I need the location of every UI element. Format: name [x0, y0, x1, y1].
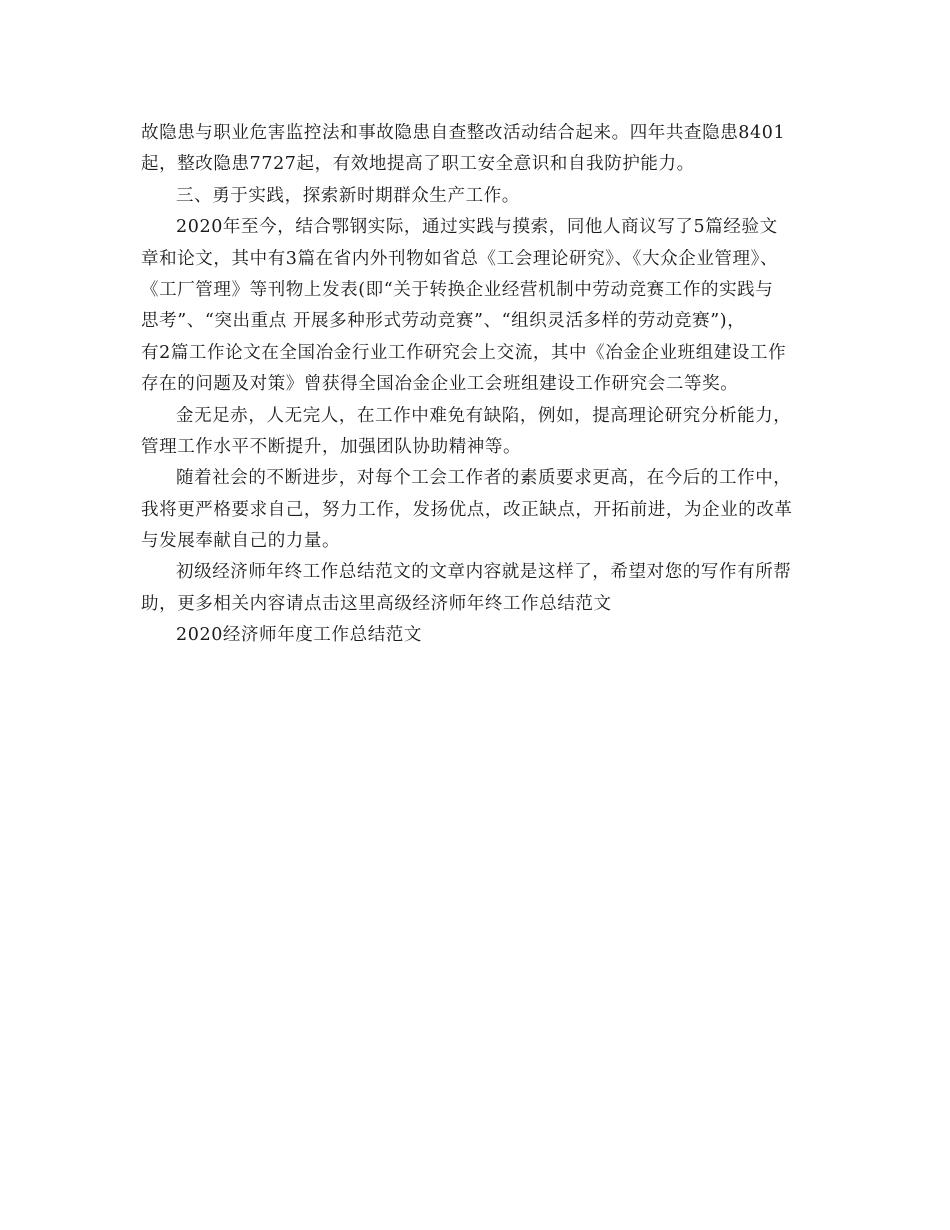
text-line: 助，更多相关内容请点击这里高级经济师年终工作总结范文 — [141, 593, 612, 614]
text-line: 我将更严格要求自己，努力工作，发扬优点，改正缺点，开拓前进，为企业的改革 — [141, 499, 793, 520]
text-line: 与发展奉献自己的力量。 — [141, 531, 341, 552]
related-article-title: 2020经济师年度工作总结范文 — [176, 625, 423, 646]
text-line: 《工厂管理》等刊物上发表(即“关于转换企业经营机制中劳动竞赛工作的实践与 — [141, 279, 774, 300]
text-line: 金无足赤，人无完人，在工作中难免有缺陷，例如，提高理论研究分析能力， — [176, 405, 792, 426]
text-line: 管理工作水平不断提升，加强团队协助精神等。 — [141, 436, 522, 457]
text-line: 起，整改隐患7727起，有效地提高了职工安全意识和自我防护能力。 — [141, 154, 695, 175]
text-line: 随着社会的不断进步，对每个工会工作者的素质要求更高，在今后的工作中， — [176, 468, 792, 489]
text-line: 存在的问题及对策》曾获得全国冶金企业工会班组建设工作研究会二等奖。 — [141, 374, 739, 395]
document-body — [141, 118, 821, 652]
text-line: 思考”、“突出重点 开展多种形式劳动竞赛”、“组织灵活多样的劳动竞赛”)， — [141, 311, 746, 332]
section-heading: 三、勇于实践，探索新时期群众生产工作。 — [176, 185, 520, 206]
text-line: 故隐患与职业危害监控法和事故隐患自查整改活动结合起来。四年共查隐患8401 — [141, 123, 786, 143]
text-line: 章和论文，其中有3篇在省内外刊物如省总《工会理论研究》、《大众企业管理》、 — [141, 248, 779, 269]
text-line: 初级经济师年终工作总结范文的文章内容就是这样了，希望对您的写作有所帮 — [176, 562, 792, 583]
text-line: 有2篇工作论文在全国冶金行业工作研究会上交流，其中《冶金企业班组建设工作 — [141, 342, 787, 363]
text-line: 2020年至今，结合鄂钢实际，通过实践与摸索，同他人商议写了5篇经验文 — [176, 217, 778, 238]
